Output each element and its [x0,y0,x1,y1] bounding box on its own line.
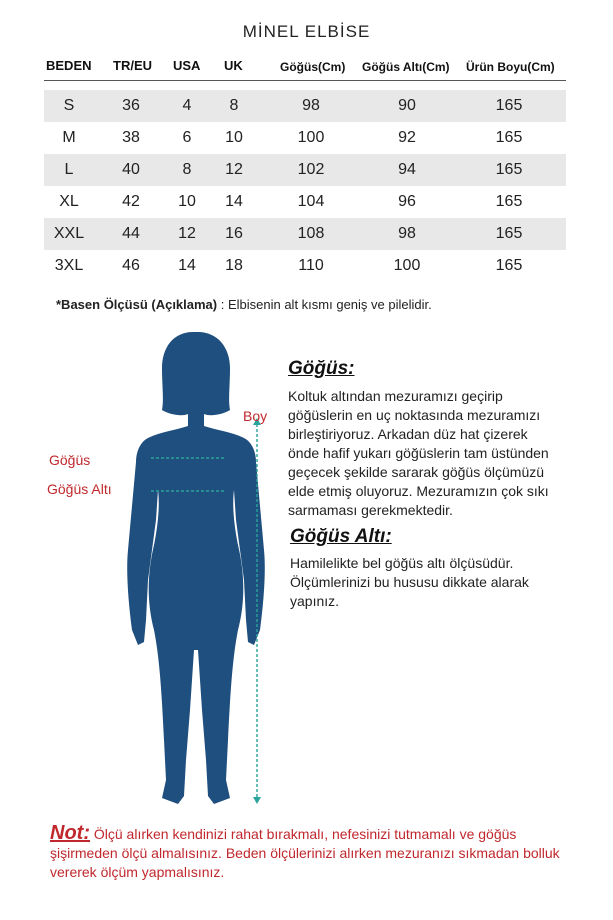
table-cell: 18 [225,257,243,274]
table-cell: 165 [495,257,523,274]
table-cell: 165 [495,161,523,178]
header-underbust: Göğüs Altı(Cm) [362,60,450,74]
header-usa: USA [173,58,201,73]
table-cell: 40 [122,161,140,178]
height-measure-line [250,418,264,804]
table-cell: 8 [182,161,192,178]
text-line: elde etmiş oluyoruz. Mezuramızın çok sıkı [288,483,549,499]
table-cell: 100 [393,257,421,274]
underbust-section-text [290,554,529,611]
bottom-note-text: Ölçü alırken kendinizi rahat bırakmalı, nefesinizi tutmamalı ve göğüs şişirmeden ölçü almalısınız. Beden ölçülerinizi alırken mezuranızı sıkmadan bolluk vererek ölçüm yapmalısınız. [50,826,560,880]
table-cell: 10 [178,193,196,210]
header-divider [44,80,566,81]
table-cell: 165 [495,225,523,242]
bottom-note-label: Not: [50,822,90,844]
header-bust: Göğüs(Cm) [280,60,346,74]
header-beden: BEDEN [46,58,92,73]
text-line: geçecek şekilde sararak göğüs ölçümüzü [288,464,545,480]
table-cell: 14 [178,257,196,274]
table-row [44,218,566,250]
table-cell: 94 [398,161,416,178]
bust-section-title: Göğüs: [288,358,355,379]
text-line: göğüslerin en uç noktasında mezuramızı [288,407,541,423]
table-cell: 98 [302,97,320,114]
table-cell: 10 [225,129,243,146]
table-cell: 12 [225,161,243,178]
table-cell: 46 [122,257,140,274]
basen-note-text: : Elbisenin alt kısmı geniş ve pilelidir. [217,297,432,312]
table-cell: XL [59,193,79,210]
table-cell: 102 [297,161,325,178]
text-line: Koltuk altından mezuramızı geçirip [288,388,503,404]
table-cell: 6 [182,129,192,146]
table-cell: 165 [495,129,523,146]
table-cell: 110 [298,257,324,274]
table-cell: 100 [297,129,325,146]
bust-section-text [288,387,549,520]
table-cell: 92 [398,129,416,146]
table-cell: 96 [398,193,416,210]
header-tr-eu: TR/EU [113,58,152,73]
table-cell: 98 [398,225,416,242]
text-line: birleştiriyoruz. Arkadan düz hat çizerek [288,426,528,442]
table-cell: 36 [122,97,140,114]
table-cell: S [63,97,75,114]
bust-label: Göğüs [49,452,91,468]
table-cell: 165 [495,97,523,114]
underbust-section-title: Göğüs Altı: [290,526,392,547]
table-cell: M [62,129,76,146]
header-uk: UK [224,58,243,73]
table-row [44,122,566,154]
header-length: Ürün Boyu(Cm) [466,60,555,74]
table-cell: 12 [178,225,196,242]
text-line: yapınız. [290,593,340,609]
basen-note-label: *Basen Ölçüsü (Açıklama) [56,297,218,312]
table-cell: 4 [182,97,192,114]
table-cell: 16 [225,225,243,242]
table-cell: 44 [122,225,140,242]
text-line: önde hafif yukarı göğüslerin tam üstünden [288,445,549,461]
bottom-note [50,824,580,882]
table-cell: 3XL [54,257,84,274]
table-row [44,186,566,218]
text-line: Ölçümlerinizi bu hususu dikkate alarak [290,574,529,590]
table-cell: XXL [53,225,85,242]
underbust-label: Göğüs Altı [47,481,112,497]
table-cell: 38 [122,129,140,146]
table-cell: 104 [297,193,325,210]
table-cell: 90 [398,97,416,114]
table-cell: 108 [297,225,325,242]
table-cell: 165 [495,193,523,210]
table-row [44,250,566,282]
text-line: sarmaması gerekmektedir. [288,502,453,518]
table-cell: L [64,161,74,178]
table-row [44,90,566,122]
table-cell: 42 [122,193,140,210]
basen-note [56,297,432,312]
table-row [44,154,566,186]
table-cell: 14 [225,193,243,210]
text-line: Hamilelikte bel göğüs altı ölçüsüdür. [290,555,514,571]
table-cell: 8 [229,97,239,114]
page-title: MİNEL ELBİSE [242,22,371,41]
height-label: Boy [243,408,268,424]
